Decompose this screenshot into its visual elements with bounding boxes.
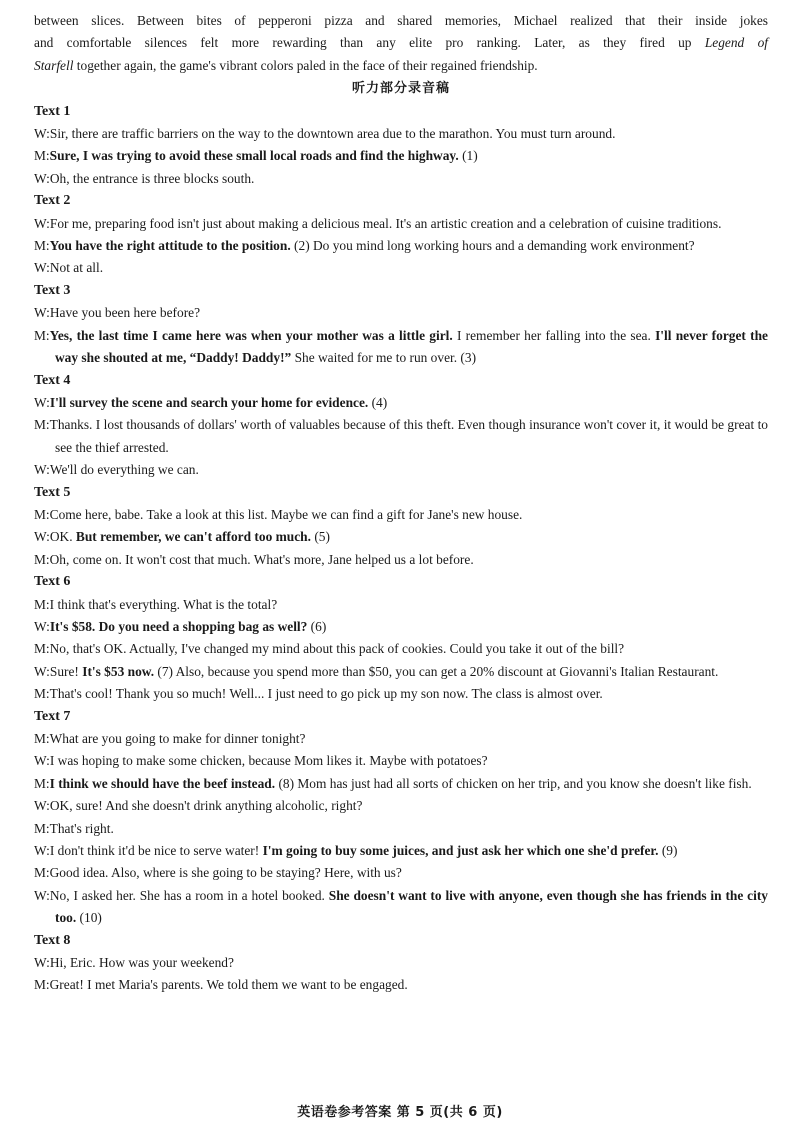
dialogue-text: Sir, there are traffic barriers on the way to the downtown area due to the marathon. You must turn around. (49, 126, 616, 142)
story-line-3 (34, 55, 768, 77)
dialogue-line (34, 325, 768, 370)
dialogue-line (34, 235, 768, 257)
dialogue-line (34, 661, 768, 683)
dialogue-line (34, 213, 768, 235)
speaker-label: W: (34, 305, 50, 321)
speaker-label: M: (34, 865, 50, 881)
dialogue-text: Good idea. Also, where is she going to be staying? Here, with us? (49, 865, 402, 881)
answer-highlight: But remember, we can't afford too much. (75, 529, 311, 545)
dialogue-text: (6) (307, 618, 327, 634)
dialogue-line (34, 594, 768, 616)
speaker-label: M: (34, 820, 50, 836)
dialogue-text: Oh, the entrance is three blocks south. (49, 170, 255, 186)
text-heading: Text 8 (34, 932, 71, 948)
dialogue-text: I remember her falling into the sea. (452, 327, 656, 343)
page-footer: 英语卷参考答案 第 5 页(共 6 页) (297, 1105, 503, 1120)
dialogue-text: I don't think it'd be nice to serve water! (49, 843, 263, 859)
speaker-label: W: (34, 126, 50, 142)
dialogue-line (34, 168, 768, 190)
answer-highlight: You have the right attitude to the position. (49, 238, 291, 254)
dialogue-text: I think that's everything. What is the total? (49, 596, 278, 612)
dialogue-text: No, that's OK. Actually, I've changed my mind about this pack of cookies. Could you take it out of the bill? (49, 641, 625, 657)
speaker-label: W: (34, 394, 50, 410)
story-text: and comfortable silences felt more rewarding than any elite pro ranking. Later, as they fired up (34, 35, 705, 51)
dialogue-line (34, 795, 768, 817)
dialogue-text: (2) Do you mind long working hours and a demanding work environment? (290, 238, 695, 254)
speaker-label: M: (34, 775, 50, 791)
speaker-label: W: (34, 215, 50, 231)
answer-highlight: Sure, I was trying to avoid these small local roads and find the highway. (49, 148, 459, 164)
speaker-label: W: (34, 529, 50, 545)
dialogue-text: That's cool! Thank you so much! Well... I just need to go pick up my son now. The class is almost over. (49, 686, 603, 702)
text-heading: Text 6 (34, 574, 71, 590)
speaker-label: M: (34, 506, 50, 522)
speaker-label: M: (34, 731, 50, 746)
answer-highlight: I'm going to buy some juices, and just ask her which one she'd prefer. (262, 843, 659, 859)
text-heading: Text 1 (34, 103, 71, 119)
answer-highlight: I'll survey the scene and search your home for evidence. (49, 394, 369, 410)
dialogue-text: OK, sure! And she doesn't drink anything alcoholic, right? (49, 798, 363, 814)
section-title: 听力部分录音稿 (351, 81, 450, 97)
speaker-label: M: (34, 641, 50, 657)
dialogue-line (34, 414, 768, 459)
speaker-label: W: (34, 887, 50, 903)
dialogue-line (34, 952, 768, 974)
dialogue-text: (9) (658, 843, 678, 859)
dialogue-line (34, 257, 768, 279)
dialogue-text: (8) Mom has just had all sorts of chicken on her trip, and you know she doesn't like fish. (275, 775, 752, 791)
answer-highlight: She doesn't want to live with anyone, even though she has friends in the city too. (55, 887, 768, 926)
dialogue-text: Thanks. I lost thousands of dollars' worth of valuables because of this theft. Even though insurance won't cover it, it would be great to see the thief arrested. (49, 417, 768, 455)
dialogue-text: Great! I met Maria's parents. We told them we want to be engaged. (49, 977, 408, 993)
text-heading: Text 3 (34, 282, 71, 298)
dialogue-line (34, 504, 768, 526)
dialogue-text: (1) (458, 148, 478, 164)
dialogue-text: No, I asked her. She has a room in a hotel booked. (49, 887, 329, 903)
dialogue-text: I was hoping to make some chicken, because Mom likes it. Maybe with potatoes? (49, 753, 488, 769)
speaker-label: W: (34, 955, 50, 971)
story-line-2 (34, 32, 768, 54)
dialogue-text: Oh, come on. It won't cost that much. What's more, Jane helped us a lot before. (49, 551, 474, 567)
dialogue-text: What are you going to make for dinner tonight? (49, 731, 306, 746)
dialogue-line (34, 459, 768, 481)
dialogue-text: (4) (368, 394, 388, 410)
dialogue-text: She waited for me to run over. (3) (291, 350, 477, 366)
dialogue-text: Sure! (49, 663, 83, 679)
dialogue-text: (10) (76, 910, 102, 926)
dialogue-line (34, 549, 768, 571)
speaker-label: M: (34, 417, 50, 433)
dialogue-line (34, 773, 768, 795)
game-title-part: Legend of (704, 35, 768, 51)
dialogue-line (34, 974, 768, 996)
dialogue-line (34, 302, 768, 324)
answer-highlight: I'll never forget the way she shouted at me, “Daddy! Daddy!” (55, 327, 768, 366)
text-heading: Text 5 (34, 484, 71, 500)
dialogue-line (34, 885, 768, 930)
dialogue-text: That's right. (49, 820, 114, 836)
speaker-label: W: (34, 798, 50, 814)
answer-highlight: I think we should have the beef instead. (49, 775, 276, 791)
speaker-label: W: (34, 843, 50, 859)
dialogue-text: (5) (310, 529, 330, 545)
dialogue-text: Hi, Eric. How was your weekend? (49, 955, 234, 971)
speaker-label: W: (34, 260, 50, 276)
dialogue-line (34, 862, 768, 884)
speaker-label: W: (34, 462, 50, 478)
dialogue-line (34, 123, 768, 145)
text-heading: Text 4 (34, 372, 71, 388)
dialogue-line (34, 683, 768, 705)
speaker-label: M: (34, 977, 50, 993)
dialogue-text: Not at all. (49, 260, 104, 276)
story-text: together again, the game's vibrant colors paled in the face of their regained friendship. (73, 57, 538, 73)
dialogue-line (34, 638, 768, 660)
text-heading: Text 2 (34, 193, 71, 209)
transcript (34, 101, 768, 997)
dialogue-text: For me, preparing food isn't just about making a delicious meal. It's an artistic creation and a celebration of cuisine traditions. (49, 215, 722, 231)
speaker-label: M: (34, 148, 50, 164)
dialogue-line (34, 818, 768, 840)
speaker-label: M: (34, 238, 50, 254)
answer-highlight: Yes, the last time I came here was when your mother was a little girl. (49, 327, 453, 343)
speaker-label: W: (34, 170, 50, 186)
speaker-label: M: (34, 327, 50, 343)
dialogue-text: OK. (49, 529, 76, 545)
answer-highlight: It's $53 now. (82, 663, 155, 679)
dialogue-text: We'll do everything we can. (49, 462, 199, 478)
dialogue-line (34, 526, 768, 548)
dialogue-line (34, 392, 768, 414)
speaker-label: M: (34, 686, 50, 702)
story-line-1 (34, 10, 768, 32)
answer-highlight: It's $58. Do you need a shopping bag as well? (49, 618, 308, 634)
dialogue-line (34, 840, 768, 862)
dialogue-line (34, 750, 768, 772)
dialogue-line (34, 616, 768, 638)
speaker-label: W: (34, 753, 50, 769)
dialogue-text: (7) Also, because you spend more than $50, you can get a 20% discount at Giovanni's Italian Restaurant. (154, 663, 719, 679)
dialogue-text: Have you been here before? (49, 305, 201, 321)
speaker-label: M: (34, 551, 50, 567)
answer-page (34, 10, 768, 997)
speaker-label: M: (34, 596, 50, 612)
story-text: between slices. Between bites of pepperoni pizza and shared memories, Michael realized that their inside jokes (34, 13, 768, 28)
speaker-label: W: (34, 663, 50, 679)
speaker-label: W: (34, 618, 50, 634)
game-title-part: Starfell (34, 57, 74, 73)
text-heading: Text 7 (34, 708, 71, 724)
dialogue-line (34, 145, 768, 167)
dialogue-text: Come here, babe. Take a look at this list. Maybe we can find a gift for Jane's new house. (49, 506, 523, 522)
dialogue-line (34, 728, 768, 750)
